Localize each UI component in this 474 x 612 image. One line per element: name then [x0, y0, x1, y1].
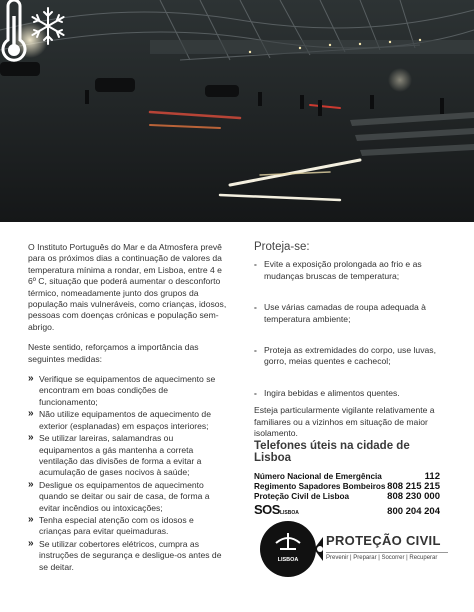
- dash-bullet-icon: -: [254, 345, 257, 356]
- measures-list: [28, 374, 228, 573]
- chevron-bullet-icon: »: [28, 513, 34, 525]
- dash-bullet-icon: -: [254, 387, 257, 398]
- list-item: » Desligue os equipamentos de aquecimento quando se deitar ou sair de casa, de forma a evitar incêndios ou intoxicações;: [28, 478, 210, 513]
- list-item: » Tenha especial atenção com os idosos e crianças para evitar queimaduras.: [28, 513, 194, 537]
- chevron-bullet-icon: »: [28, 373, 34, 385]
- list-item: » Se utilizar lareiras, salamandras ou equipamentos a gás mantenha a correta ventilação das divisões de forma a evitar a acumulação de gases nocivos à saúde;: [28, 432, 202, 478]
- protect-title: Proteja-se:: [254, 241, 310, 253]
- list-item: - Proteja as extremidades do corpo, use luvas, gorro, meias quentes e cachecol;: [254, 345, 436, 367]
- dash-bullet-icon: -: [254, 259, 257, 270]
- chevron-bullet-icon: »: [28, 537, 34, 549]
- right-column: [254, 242, 450, 439]
- logo-title: PROTEÇÃO CIVIL: [326, 533, 441, 548]
- phone-number: 808 230 000: [387, 491, 440, 502]
- chevron-bullet-icon: »: [28, 408, 34, 420]
- sos-lisboa-logo: SOSLISBOA: [254, 502, 299, 517]
- intro-paragraph: O Instituto Português do Mar e da Atmosfera prevê para os próximos dias a continuação de valores da temperatura mínima a rondar, em Lisboa, entre 4 e 6º C, situação que poderá aumentar o desconforto térmico, nomeadamente junto dos grupos da população mais vulneráveis, como crianças, idosos, pessoas com doenças crónicas e população sem-abrigo.: [28, 242, 227, 332]
- phone-row-sos: [254, 502, 440, 518]
- phone-number: 808 215 215: [387, 481, 440, 492]
- chevron-bullet-icon: »: [28, 432, 34, 444]
- dash-bullet-icon: -: [254, 302, 257, 313]
- badge-label: LISBOA: [277, 557, 299, 563]
- list-item: - Ingira bebidas e alimentos quentes.: [254, 387, 400, 398]
- phone-row: [254, 492, 440, 502]
- list-item: - Evite a exposição prolongada ao frio e as mudanças bruscas de temperatura;: [254, 259, 422, 281]
- reinforce-paragraph: Neste sentido, reforçamos a importância das seguintes medidas:: [28, 342, 199, 364]
- protecao-civil-logo: [258, 519, 448, 579]
- hero-photo: [0, 0, 474, 222]
- phones-title: Telefones úteis na cidade de Lisboa: [254, 440, 410, 464]
- left-column: [28, 242, 228, 574]
- protect-tips-list: [254, 259, 450, 399]
- chevron-bullet-icon: »: [28, 478, 34, 490]
- cold-weather-icon: [0, 0, 78, 72]
- phone-name: Proteção Civil de Lisboa: [254, 492, 350, 501]
- list-item: » Verifique se equipamentos de aquecimento se encontram em boas condições de funcionamento;: [28, 373, 216, 407]
- snowflake-icon: [32, 8, 63, 44]
- vigilance-paragraph: Esteja particularmente vigilante relativamente a familiares ou a vizinhos em situação de maior isolamento.: [254, 405, 435, 439]
- phone-number: 800 204 204: [387, 506, 440, 517]
- list-item: » Não utilize equipamentos de aquecimento de exterior (esplanadas) em espaços interiores;: [28, 408, 211, 431]
- phone-number: 112: [424, 471, 440, 482]
- logo-tagline: Prevenir | Preparar | Socorrer | Recuperar: [326, 552, 448, 561]
- list-item: » Se utilizar cobertores elétricos, cumpra as instruções de segurança e desligue-os antes de se deitar.: [28, 537, 222, 572]
- list-item: - Use várias camadas de roupa adequada à temperatura ambiente;: [254, 302, 426, 324]
- phone-name: Regimento Sapadores Bombeiros: [254, 482, 386, 491]
- phone-directory: [254, 440, 440, 518]
- phone-name: Número Nacional de Emergência: [254, 472, 382, 481]
